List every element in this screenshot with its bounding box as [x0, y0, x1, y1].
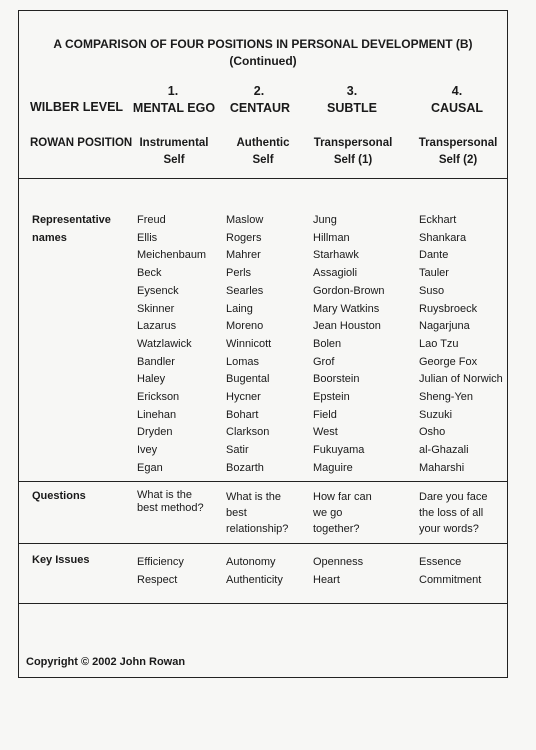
representative-name: Maguire: [313, 461, 353, 474]
questions-line: best method?: [137, 502, 204, 514]
key_issues-line: Heart: [313, 574, 340, 586]
key_issues-line: Essence: [419, 556, 462, 568]
representative-name: Hillman: [313, 231, 350, 244]
representative-name: Meichenbaum: [137, 249, 207, 262]
representative-name: Jean Houston: [313, 320, 381, 333]
names-divider: [18, 481, 508, 482]
questions-line: What is the: [137, 489, 193, 501]
representative-name: Bolen: [313, 337, 342, 350]
wilber-level-label: WILBER LEVEL: [30, 100, 124, 114]
representative-name: Gordon-Brown: [313, 284, 385, 297]
questions-line: your words?: [419, 523, 479, 535]
representative-name: Hycner: [226, 391, 261, 403]
key-issues-divider: [18, 603, 508, 604]
key-issues-column-1: [137, 553, 184, 589]
representative-name: Maslow: [226, 214, 264, 226]
representative-name: Field: [313, 408, 337, 421]
questions-line: the loss of all: [419, 507, 484, 519]
key_issues-line: Commitment: [419, 574, 482, 586]
representative-name: Egan: [137, 461, 163, 474]
representative-name: Nagarjuna: [419, 320, 470, 333]
representative-name: Laing: [226, 302, 253, 315]
key_issues-line: Authenticity: [226, 574, 283, 586]
key-issues-column-2: [226, 553, 283, 589]
representative-name: Boorstein: [313, 373, 360, 386]
question-column-2: [226, 489, 288, 537]
col3-number: 3.: [346, 84, 358, 98]
representative-name: Bandler: [137, 355, 175, 368]
col2-position-line2: Self: [252, 154, 274, 166]
representative-name: Jung: [313, 214, 337, 226]
representative-name: Beck: [137, 267, 162, 280]
representative-name: West: [313, 426, 338, 439]
col4-number: 4.: [451, 84, 463, 98]
representative-name: Dryden: [137, 426, 173, 439]
col2-number: 2.: [253, 84, 265, 98]
representative-name: Perls: [226, 267, 252, 280]
representative-name: Lomas: [226, 355, 260, 368]
representative-name: Ellis: [137, 231, 158, 244]
representative-name: Suso: [419, 284, 445, 297]
questions-divider: [18, 543, 508, 544]
key-issues-column-3: [313, 553, 363, 589]
questions-line: together?: [313, 523, 360, 535]
representative-name: Starhawk: [313, 249, 359, 262]
key_issues-line: Openness: [313, 556, 364, 568]
col2-level: CENTAUR: [229, 101, 291, 115]
col1-number: 1.: [167, 84, 179, 98]
col1-position-line2: Self: [163, 154, 185, 166]
representative-name: Erickson: [137, 391, 180, 403]
representative-name: Grof: [313, 355, 335, 368]
representative-name: Eckhart: [419, 214, 457, 226]
representative-name: Mary Watkins: [313, 302, 380, 315]
representative-name: Tauler: [419, 267, 449, 280]
representative-name: Suzuki: [419, 408, 453, 421]
representative-name: Bugental: [226, 373, 270, 386]
key-issues-column-4: [419, 553, 481, 589]
questions-line: we go: [313, 507, 343, 519]
representative-name: Skinner: [137, 302, 175, 315]
col4-position-line2: Self (2): [438, 154, 478, 166]
table-subtitle: (Continued): [229, 54, 297, 68]
question-column-1: [137, 489, 204, 515]
questions-line: relationship?: [226, 523, 289, 535]
representative-name: al-Ghazali: [419, 444, 469, 457]
representative-name: Dante: [419, 249, 449, 262]
key_issues-line: Respect: [137, 574, 178, 586]
questions-line: What is the: [226, 491, 282, 503]
representative-name: Osho: [419, 426, 446, 439]
header-divider: [18, 178, 508, 179]
representative-name: Eysenck: [137, 284, 179, 297]
representative-name: Winnicott: [226, 337, 272, 350]
questions-line: How far can: [313, 491, 372, 503]
col3-level: SUBTLE: [327, 101, 377, 115]
col1-level: MENTAL EGO: [132, 101, 216, 115]
col3-position-line2: Self (1): [333, 154, 373, 166]
col4-position-line1: Transpersonal: [418, 137, 498, 149]
representative-name: Lao Tzu: [419, 337, 459, 350]
representative-name: Shankara: [419, 231, 467, 244]
representative-name: Epstein: [313, 391, 350, 403]
representative-name: Satir: [226, 444, 249, 457]
representative-name: Maharshi: [419, 461, 465, 474]
key_issues-line: Autonomy: [226, 556, 276, 568]
representative-name: Lazarus: [137, 320, 177, 333]
representative-name: Searles: [226, 284, 264, 297]
col2-position-line1: Authentic: [236, 137, 290, 149]
representative-name: Fukuyama: [313, 444, 365, 457]
questions-line: Dare you face: [419, 491, 488, 503]
copyright-notice: Copyright © 2002 John Rowan: [26, 656, 186, 668]
representative-name: Watzlawick: [137, 337, 192, 350]
representative-label-line1: Representative: [32, 214, 111, 226]
representative-label-line2: names: [32, 232, 67, 244]
col1-position-line1: Instrumental: [139, 137, 209, 149]
representative-name: Assagioli: [313, 267, 358, 280]
questions-line: best: [226, 507, 247, 519]
col4-level: CAUSAL: [430, 101, 484, 115]
representative-name: Rogers: [226, 231, 262, 244]
representative-name: Mahrer: [226, 249, 261, 262]
representative-name: Freud: [137, 214, 166, 226]
representative-name: George Fox: [419, 355, 478, 368]
representative-name: Moreno: [226, 320, 264, 333]
representative-name: Sheng-Yen: [419, 391, 474, 403]
table-title: A COMPARISON OF FOUR POSITIONS IN PERSONAL DEVELOPMENT (B): [53, 37, 473, 51]
representative-name: Haley: [137, 373, 166, 386]
question-column-4: [419, 489, 487, 537]
key_issues-line: Efficiency: [137, 556, 184, 568]
col3-position-line1: Transpersonal: [313, 137, 393, 149]
representative-name: Ruysbroeck: [419, 302, 478, 315]
representative-name: Ivey: [137, 444, 158, 457]
representative-name: Linehan: [137, 408, 177, 421]
key-issues-label: Key Issues: [32, 554, 90, 566]
representative-name: Bohart: [226, 408, 259, 421]
rowan-position-label: ROWAN POSITION: [30, 137, 133, 149]
representative-name: Julian of Norwich: [419, 373, 503, 386]
representative-name: Bozarth: [226, 461, 264, 474]
representative-name: Clarkson: [226, 426, 270, 439]
questions-label: Questions: [32, 490, 86, 502]
question-column-3: [313, 489, 372, 537]
